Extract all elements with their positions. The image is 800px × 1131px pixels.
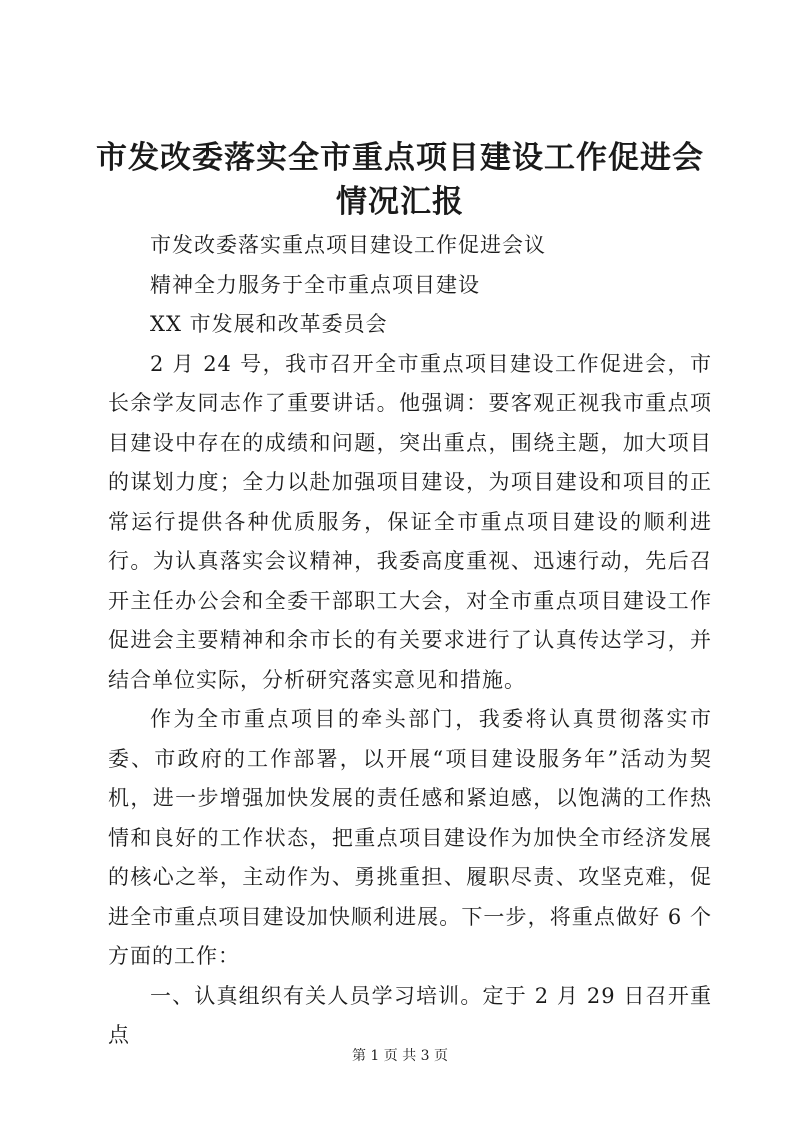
document-body — [108, 226, 712, 1056]
paragraph: 2 月 24 号，我市召开全市重点项目建设工作促进会，市长余学友同志作了重要讲话。他强调：要客观正视我市重点项目建设中存在的成绩和问题，突出重点，围绕主题，加大项目的谋划力度；全力以赴加强项目建设，为项目建设和项目的正常运行提供各种优质服务，保证全市重点项目建设的顺利进行。为认真落实会议精神，我委高度重视、迅速行动，先后召开主任办公会和全委干部职工大会，对全市重点项目建设工作促进会主要精神和余市长的有关要求进行了认真传达学习，并结合单位实际，分析研究落实意见和措施。 — [108, 351, 712, 692]
paragraph: 作为全市重点项目的牵头部门，我委将认真贯彻落实市委、市政府的工作部署，以开展“项目建设服务年”活动为契机，进一步增强加快发展的责任感和紧迫感，以饱满的工作热情和良好的工作状态，把重点项目建设作为加快全市经济发展的核心之举，主动作为、勇挑重担、履职尽责、攻坚克难，促进全市重点项目建设加快顺利进展。下一步，将重点做好 6 个方面的工作： — [108, 707, 712, 968]
page-number-footer: 第 1 页 共 3 页 — [351, 1048, 449, 1064]
subtitle-line: 精神全力服务于全市重点项目建设 — [150, 272, 480, 297]
paragraph: 一、认真组织有关人员学习培训。定于 2 月 29 日召开重点 — [108, 983, 712, 1047]
author-line: XX 市发展和改革委员会 — [150, 312, 388, 336]
document-title: 市发改委落实全市重点项目建设工作促进会情况汇报 — [96, 140, 704, 220]
subtitle-line: 市发改委落实重点项目建设工作促进会议 — [150, 233, 546, 257]
